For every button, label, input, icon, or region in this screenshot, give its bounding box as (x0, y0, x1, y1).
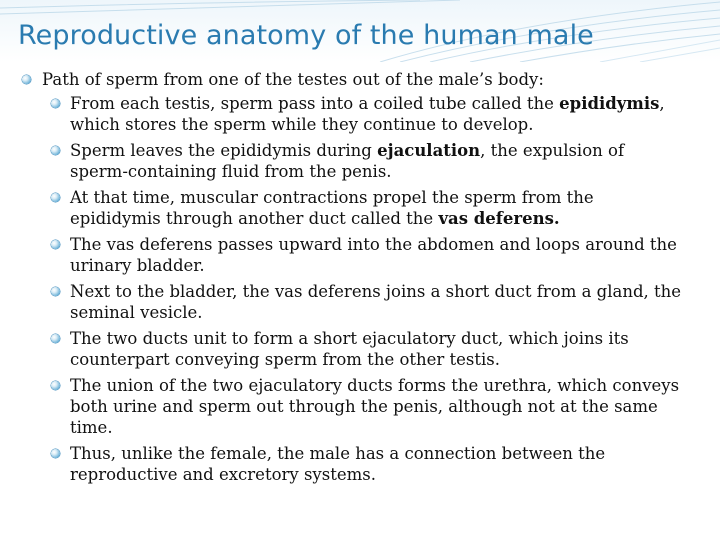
bullet-icon (51, 146, 60, 155)
item-text: Next to the bladder, the vas deferens joins a short duct from a gland, the seminal vesicle. (70, 282, 682, 322)
list-item (0, 281, 700, 323)
list-item (0, 328, 700, 370)
list-item (0, 234, 700, 276)
item-text: From each testis, sperm pass into a coiled tube called the (70, 94, 554, 113)
item-bold-term: epididymis (559, 94, 660, 113)
bullet-icon (51, 240, 60, 249)
item-text: The vas deferens passes upward into the abdomen and loops around the urinary bladder. (70, 235, 677, 275)
item-text-after: , the expulsion of sperm-containing fluid from the penis. (70, 141, 625, 181)
item-text: At that time, muscular contractions propel the sperm from the epididymis through another duct called the (70, 188, 594, 228)
item-text: Sperm leaves the epididymis during (70, 141, 372, 160)
header-band (0, 0, 720, 62)
item-bold-term: ejaculation (377, 141, 481, 160)
bullet-icon (51, 334, 60, 343)
level1-text: Path of sperm from one of the testes out of the male’s body: (42, 70, 544, 89)
item-text: The union of the two ejaculatory ducts forms the urethra, which conveys both urine and sperm out through the penis, although not at the same time. (70, 376, 680, 437)
item-text: The two ducts unit to form a short ejaculatory duct, which joins its counterpart conveying sperm from the other testis. (70, 329, 629, 369)
list-item (0, 93, 700, 135)
item-bold-term: vas deferens. (438, 209, 560, 228)
bullet-icon (51, 99, 60, 108)
page-title: Reproductive anatomy of the human male (18, 20, 594, 51)
bullet-icon (22, 75, 31, 84)
bullet-icon (51, 287, 60, 296)
list-item (0, 140, 700, 182)
bullet-icon (51, 193, 60, 202)
list-item (0, 375, 700, 438)
item-text-after: , which stores the sperm while they continue to develop. (70, 94, 665, 134)
sub-bullet-list (0, 93, 700, 485)
list-item (0, 443, 700, 485)
level1-item (0, 68, 700, 91)
bullet-icon (51, 381, 60, 390)
slide-content (0, 68, 700, 490)
item-text: Thus, unlike the female, the male has a connection between the reproductive and excretory systems. (70, 444, 606, 484)
list-item (0, 187, 700, 229)
bullet-icon (51, 449, 60, 458)
